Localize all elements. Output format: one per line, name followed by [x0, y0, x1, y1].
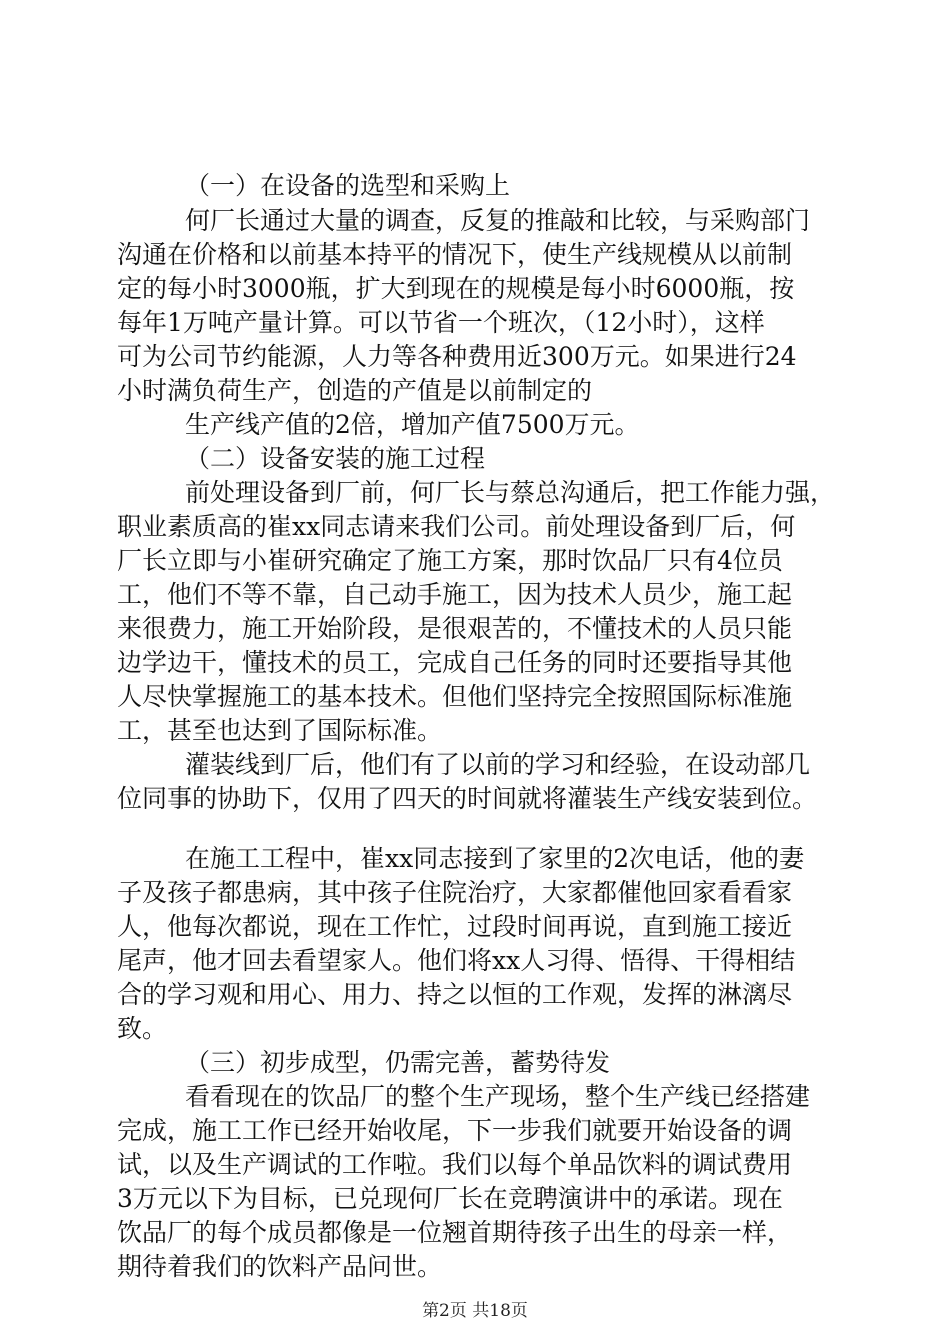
heading-section-1: （一）在设备的选型和采购上: [185, 171, 511, 200]
text-line: 尾声，他才回去看望家人。他们将xx人习得、悟得、干得相结: [117, 946, 796, 975]
text-line: 位同事的协助下，仅用了四天的时间就将灌装生产线安装到位。: [117, 784, 818, 813]
text-line: 生产线产值的2倍，增加产值7500万元。: [185, 410, 640, 439]
text-line: 人尽快掌握施工的基本技术。但他们坚持完全按照国际标准施: [117, 682, 793, 711]
text-line: 子及孩子都患病，其中孩子住院治疗，大家都催他回家看看家: [117, 878, 793, 907]
text-line: 完成，施工工作已经开始收尾，下一步我们就要开始设备的调: [117, 1116, 793, 1145]
text-line: 期待着我们的饮料产品问世。: [117, 1252, 443, 1281]
text-line: 致。: [117, 1014, 168, 1043]
text-line: 人，他每次都说，现在工作忙，过段时间再说，直到施工接近: [117, 912, 793, 941]
text-line: 来很费力，施工开始阶段，是很艰苦的，不懂技术的人员只能: [117, 614, 793, 643]
text-line: 边学边干，懂技术的员工，完成自己任务的同时还要指导其他: [117, 648, 793, 677]
heading-section-3: （三）初步成型，仍需完善，蓄势待发: [185, 1048, 611, 1077]
text-line: 合的学习观和用心、用力、持之以恒的工作观，发挥的淋漓尽: [117, 980, 793, 1009]
text-line: 职业素质高的崔xx同志请来我们公司。前处理设备到厂后，何: [117, 512, 796, 541]
text-line: 工，甚至也达到了国际标准。: [117, 716, 443, 745]
text-line: 厂长立即与小崔研究确定了施工方案，那时饮品厂只有4位员: [117, 546, 783, 575]
text-line: 沟通在价格和以前基本持平的情况下，使生产线规模从以前制: [117, 240, 793, 269]
text-line: 在施工工程中，崔xx同志接到了家里的2次电话，他的妻: [185, 844, 805, 873]
heading-section-2: （二）设备安装的施工过程: [185, 444, 486, 473]
text-line: 每年1万吨产量计算。可以节省一个班次，（12小时），这样: [117, 308, 765, 337]
text-line: 小时满负荷生产，创造的产值是以前制定的: [117, 376, 593, 405]
text-line: 试，以及生产调试的工作啦。我们以每个单品饮料的调试费用: [117, 1150, 793, 1179]
text-line: 工，他们不等不靠，自己动手施工，因为技术人员少，施工起: [117, 580, 793, 609]
text-line: 何厂长通过大量的调查，反复的推敲和比较，与采购部门: [185, 206, 811, 235]
text-line: 前处理设备到厂前，何厂长与蔡总沟通后，把工作能力强，: [185, 478, 836, 507]
text-line: 看看现在的饮品厂的整个生产现场，整个生产线已经搭建: [185, 1082, 811, 1111]
text-line: 可为公司节约能源，人力等各种费用近300万元。如果进行24: [117, 342, 797, 371]
page-number: 第2页 共18页: [422, 1301, 528, 1321]
text-line: 灌装线到厂后，他们有了以前的学习和经验，在设动部几: [185, 750, 811, 779]
text-line: 饮品厂的每个成员都像是一位翘首期待孩子出生的母亲一样，: [117, 1218, 793, 1247]
text-line: 3万元以下为目标，已兑现何厂长在竞聘演讲中的承诺。现在: [117, 1184, 783, 1213]
text-line: 定的每小时3000瓶，扩大到现在的规模是每小时6000瓶，按: [117, 274, 795, 303]
